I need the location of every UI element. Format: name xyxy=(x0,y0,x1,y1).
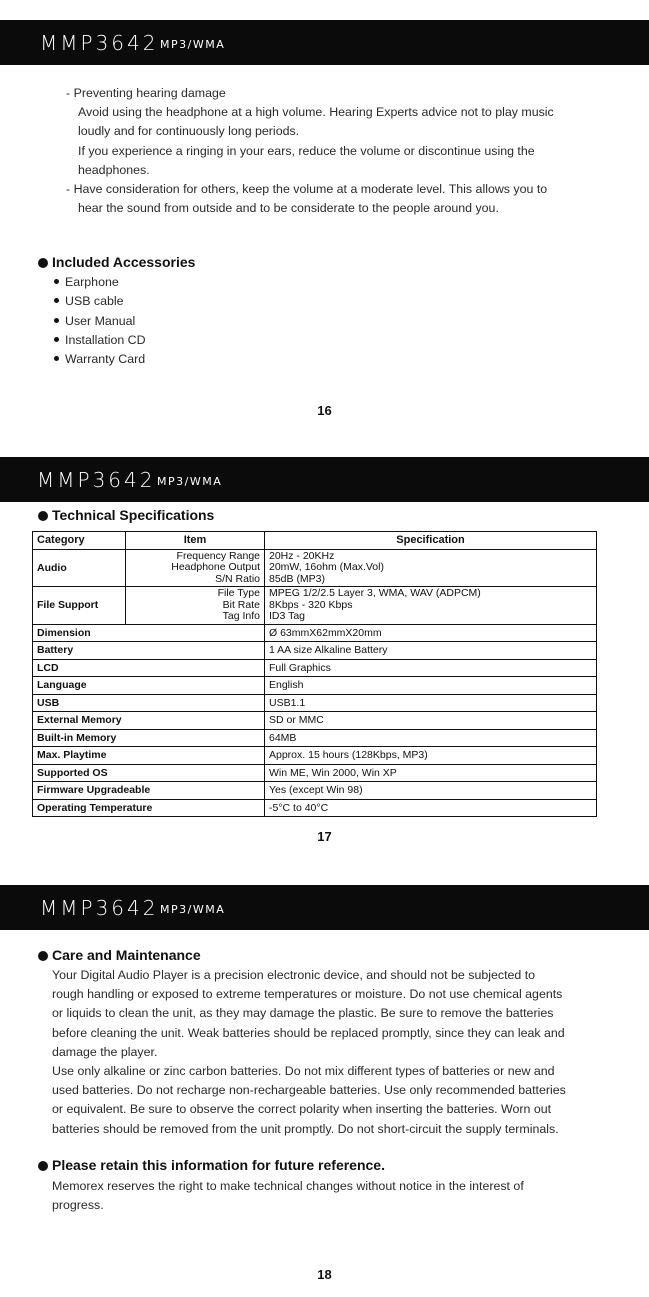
accessories-heading xyxy=(38,254,195,270)
care-heading xyxy=(38,947,201,963)
care-line: Use only alkaline or zinc carbon batteries. Do not mix different types of batteries or new and xyxy=(52,1064,555,1079)
care-line: Your Digital Audio Player is a precision electronic device, and should not be subjected to xyxy=(52,968,536,982)
care-line: used batteries. Do not recharge non-rechargeable batteries. Use only recommended batteries xyxy=(52,1083,566,1098)
column-header: Category xyxy=(33,532,126,550)
accessories-list xyxy=(54,273,146,369)
hearing-line: loudly and for continuously long periods. xyxy=(78,124,300,139)
care-heading-text: Care and Maintenance xyxy=(52,947,201,963)
table-row xyxy=(33,642,597,660)
list-item: Earphone xyxy=(54,273,146,292)
retain-heading xyxy=(38,1157,385,1173)
retain-line: Memorex reserves the right to make technical changes without notice in the interest of xyxy=(52,1179,524,1193)
table-row xyxy=(33,712,597,730)
page-header-banner xyxy=(0,20,649,65)
category-cell: File Support xyxy=(33,587,126,625)
list-item: Warranty Card xyxy=(54,350,146,369)
table-row xyxy=(33,729,597,747)
bullet-icon xyxy=(54,356,59,361)
spec-cell: Yes (except Win 98) xyxy=(265,782,597,800)
hearing-line: If you experience a ringing in your ears, reduce the volume or discontinue using the xyxy=(78,143,535,158)
page-number: 16 xyxy=(317,403,332,418)
format-label: MP3/WMA xyxy=(160,38,226,51)
bullet-icon xyxy=(54,279,59,284)
table-row xyxy=(33,624,597,642)
spec-cell: Approx. 15 hours (128Kbps, MP3) xyxy=(265,747,597,765)
category-cell: Audio xyxy=(33,549,126,587)
care-line: rough handling or exposed to extreme temperatures or moisture. Do not use chemical agents xyxy=(52,987,563,1002)
category-cell: Language xyxy=(33,677,265,695)
category-cell: Dimension xyxy=(33,624,265,642)
table-row xyxy=(33,747,597,765)
table-row xyxy=(33,659,597,677)
category-cell: USB xyxy=(33,694,265,712)
category-cell: Max. Playtime xyxy=(33,747,265,765)
care-line: or equivalent. Be sure to observe the correct polarity when inserting the batteries. Worn out xyxy=(52,1102,552,1117)
format-label: MP3/WMA xyxy=(157,475,223,488)
bullet-icon xyxy=(38,951,48,961)
column-header: Item xyxy=(126,532,265,550)
table-row xyxy=(33,549,597,587)
bullet-icon xyxy=(38,511,48,521)
spec-cell: 1 AA size Alkaline Battery xyxy=(265,642,597,660)
page-number: 18 xyxy=(317,1267,332,1282)
tech-specs-heading xyxy=(38,507,214,523)
bullet-icon xyxy=(54,337,59,342)
spec-cell: English xyxy=(265,677,597,695)
model-name: MMP3642 xyxy=(37,468,156,492)
accessories-heading-text: Included Accessories xyxy=(52,254,196,270)
care-line: damage the player. xyxy=(52,1044,158,1059)
hearing-section xyxy=(66,84,606,218)
page-header-banner xyxy=(0,885,649,930)
bullet-icon xyxy=(54,298,59,303)
spec-cell: 20Hz - 20KHz 20mW, 16ohm (Max.Vol) 85dB (MP3) xyxy=(265,549,597,587)
hearing-line: headphones. xyxy=(78,162,150,177)
hearing-line: Avoid using the headphone at a high volume. Hearing Experts advice not to play music xyxy=(78,105,554,120)
table-row xyxy=(33,677,597,695)
item-cell: File Type Bit Rate Tag Info xyxy=(126,587,265,625)
spec-cell: USB1.1 xyxy=(265,694,597,712)
table-row xyxy=(33,799,597,817)
retain-heading-text: Please retain this information for future reference. xyxy=(52,1157,385,1173)
spec-cell: Ø 63mmX62mmX20mm xyxy=(265,624,597,642)
bullet-icon xyxy=(38,258,48,268)
model-name: MMP3642 xyxy=(40,896,159,920)
list-item: USB cable xyxy=(54,292,146,311)
retain-line: progress. xyxy=(52,1198,104,1213)
spec-table xyxy=(32,531,597,817)
table-row xyxy=(33,764,597,782)
bullet-icon xyxy=(54,318,59,323)
category-cell: Supported OS xyxy=(33,764,265,782)
bullet-icon xyxy=(38,1161,48,1171)
hearing-title: - Preventing hearing damage xyxy=(66,86,226,100)
care-line: batteries should be removed from the unit promptly. Do not short-circuit the supply terminals. xyxy=(52,1121,559,1136)
care-line: before cleaning the unit. Weak batteries should be replaced promptly, since they can leak and xyxy=(52,1025,565,1040)
spec-cell: SD or MMC xyxy=(265,712,597,730)
care-paragraph xyxy=(52,966,612,1139)
format-label: MP3/WMA xyxy=(160,903,226,916)
page-header-banner xyxy=(0,457,649,502)
item-cell: Frequency Range Headphone Output S/N Ratio xyxy=(126,549,265,587)
table-row xyxy=(33,694,597,712)
category-cell: LCD xyxy=(33,659,265,677)
consideration-line: hear the sound from outside and to be considerate to the people around you. xyxy=(78,201,499,216)
column-header: Specification xyxy=(265,532,597,550)
category-cell: Battery xyxy=(33,642,265,660)
spec-cell: -5°C to 40°C xyxy=(265,799,597,817)
category-cell: Built-in Memory xyxy=(33,729,265,747)
retain-paragraph xyxy=(52,1177,612,1215)
spec-cell: MPEG 1/2/2.5 Layer 3, WMA, WAV (ADPCM) 8Kbps - 320 Kbps ID3 Tag xyxy=(265,587,597,625)
category-cell: Firmware Upgradeable xyxy=(33,782,265,800)
table-row xyxy=(33,782,597,800)
consideration-title: - Have consideration for others, keep the volume at a moderate level. This allows you to xyxy=(66,182,548,197)
spec-cell: 64MB xyxy=(265,729,597,747)
spec-cell: Win ME, Win 2000, Win XP xyxy=(265,764,597,782)
table-header-row xyxy=(33,532,597,550)
list-item: User Manual xyxy=(54,312,146,331)
tech-specs-heading-text: Technical Specifications xyxy=(52,507,215,523)
category-cell: External Memory xyxy=(33,712,265,730)
list-item: Installation CD xyxy=(54,331,146,350)
table-row xyxy=(33,587,597,625)
category-cell: Operating Temperature xyxy=(33,799,265,817)
model-name: MMP3642 xyxy=(40,31,159,55)
spec-cell: Full Graphics xyxy=(265,659,597,677)
care-line: or liquids to clean the unit, as they may damage the plastic. Be sure to remove the batteries xyxy=(52,1006,554,1021)
page-number: 17 xyxy=(317,829,332,844)
